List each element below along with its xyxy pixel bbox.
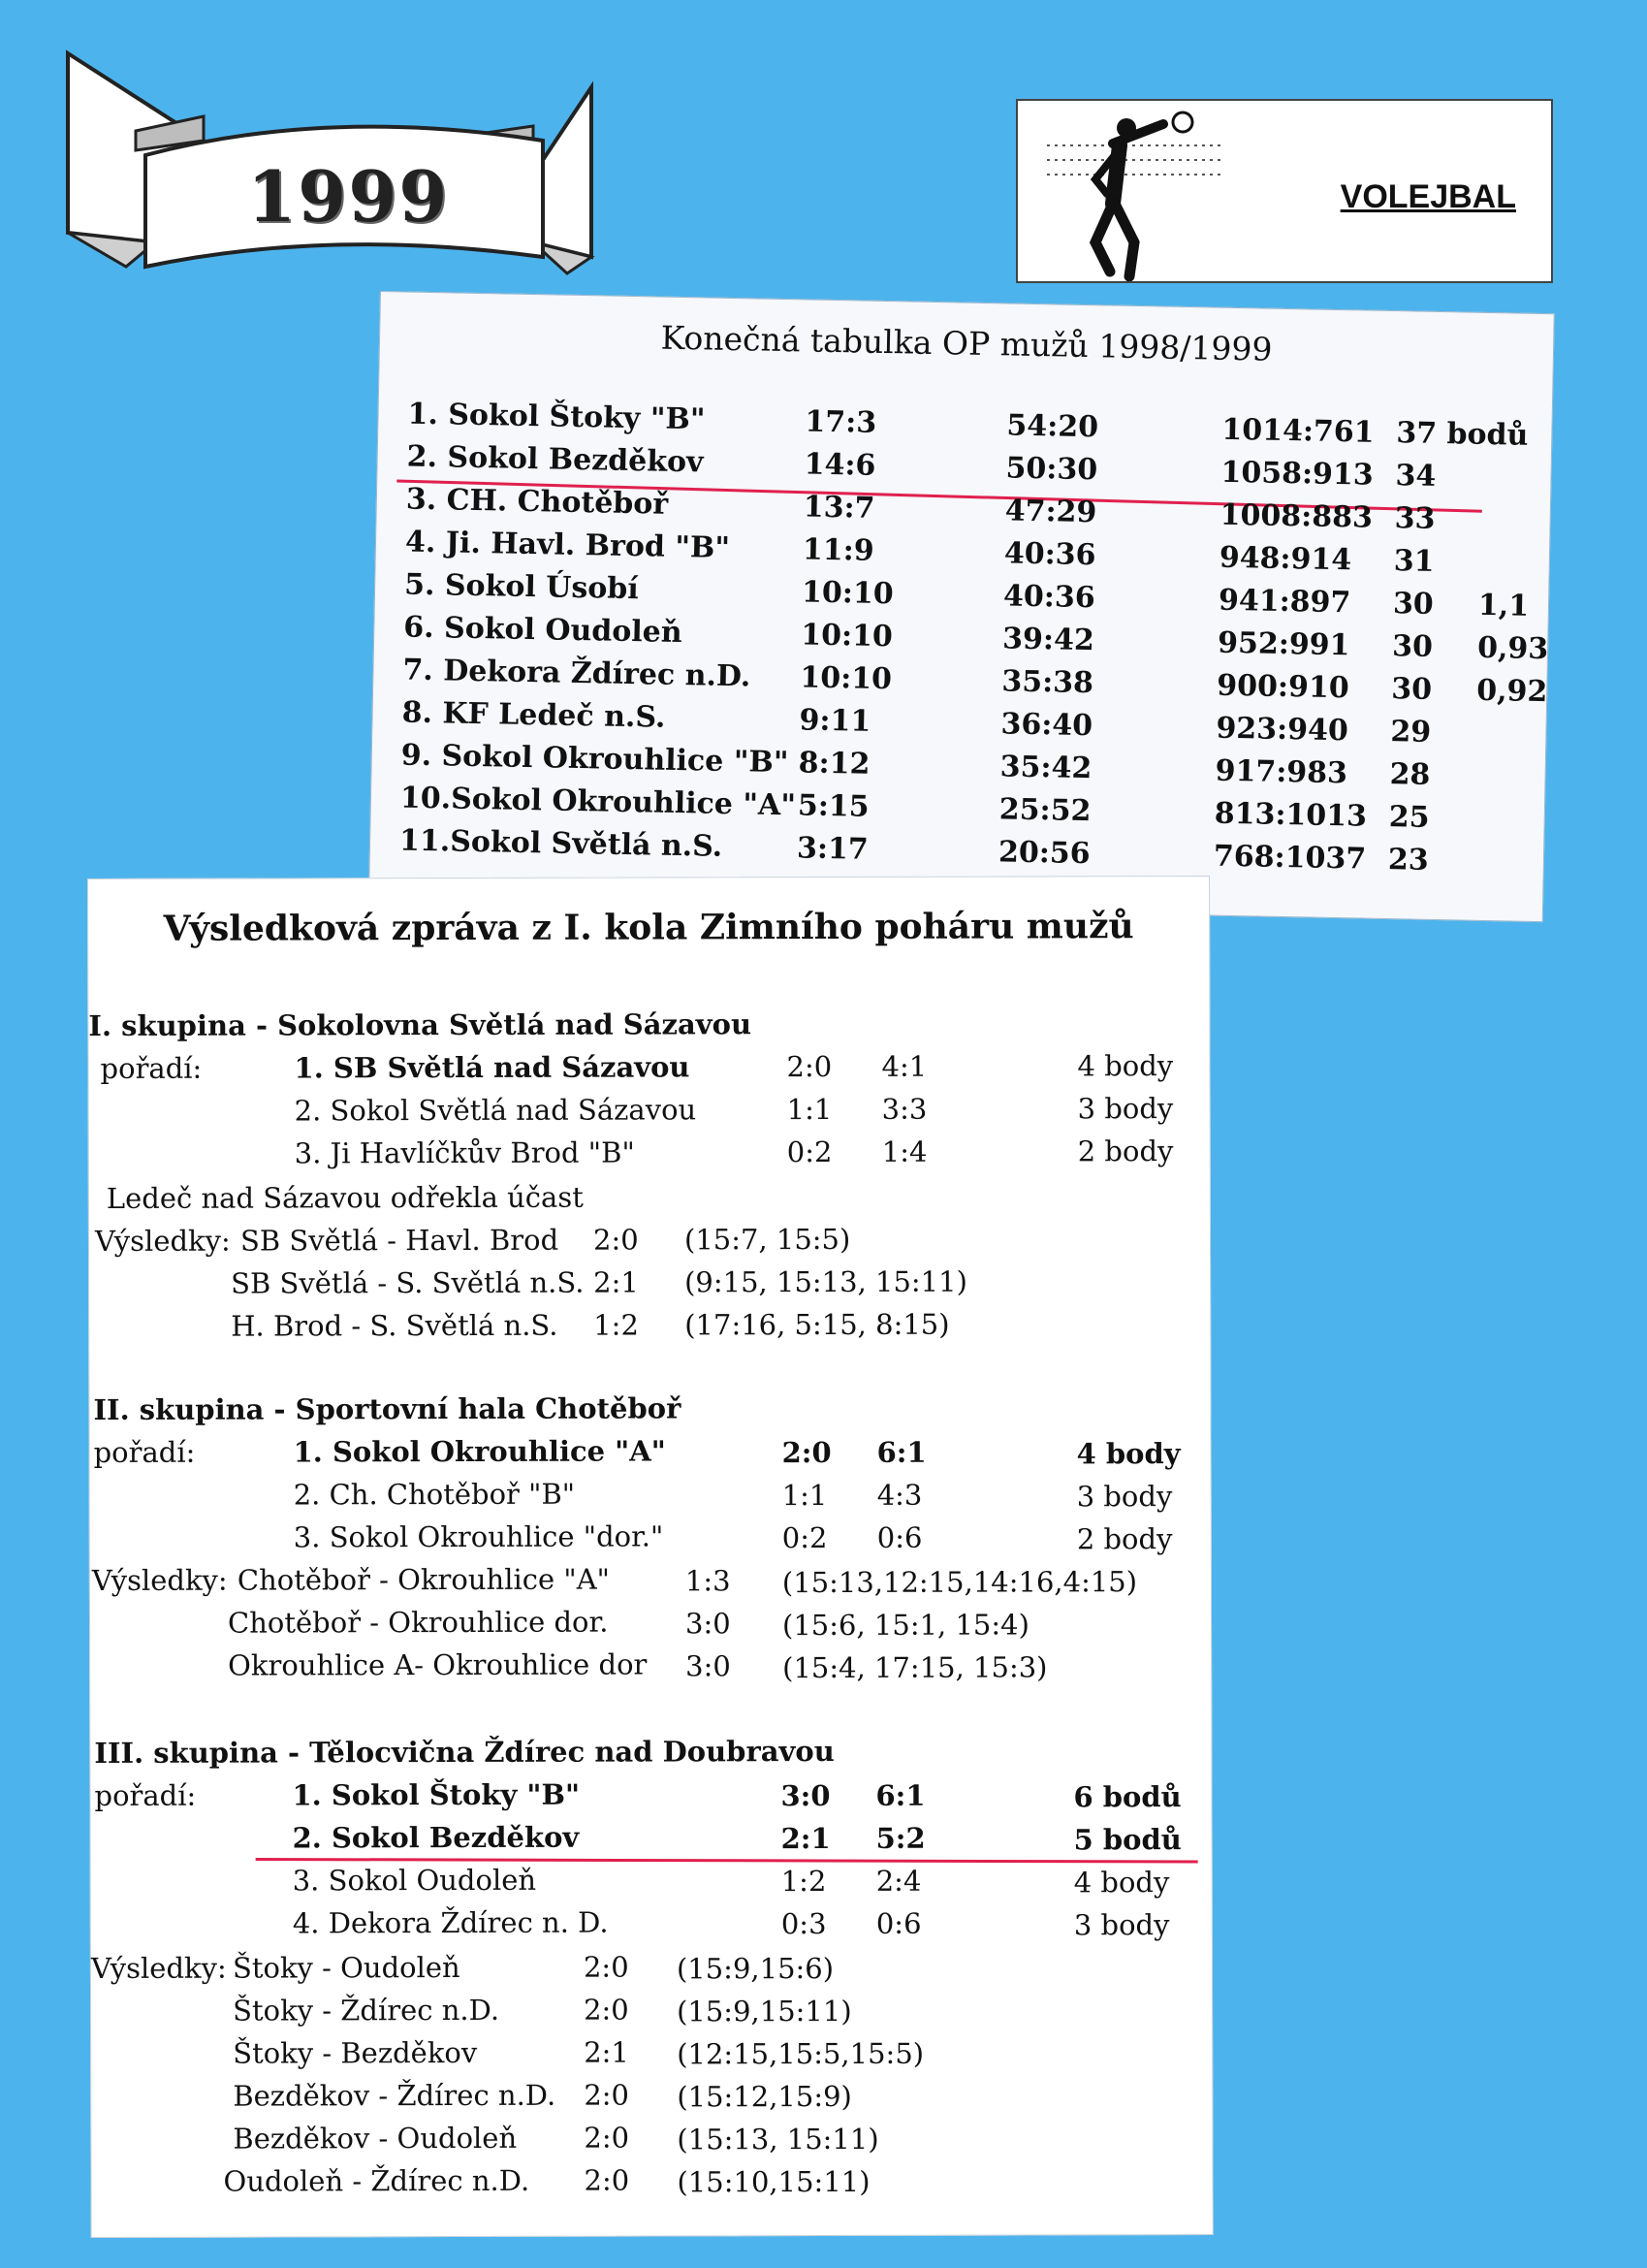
sport-label: VOLEJBAL	[1340, 178, 1516, 215]
group1-team: 2. Sokol Světlá nad Sázavou	[294, 1093, 697, 1128]
table-row: 3. CH. Chotěboř 13:7 47:29 1008:883 33	[405, 482, 1436, 536]
group1-wins: 1:1	[786, 1092, 833, 1127]
group1-set-scores: (17:16, 5:15, 8:15)	[684, 1307, 950, 1342]
group3-set-scores: (12:15,15:5,15:5)	[677, 2036, 925, 2071]
group3-score: 2:0	[583, 1950, 629, 1984]
group1-score: 2:1	[593, 1265, 639, 1299]
group1-match: SB Světlá - S. Světlá n.S.	[231, 1265, 585, 1300]
group2-sets: 6:1	[876, 1435, 927, 1469]
group3-set-scores: (15:9,15:11)	[677, 1994, 852, 2028]
standings-clipping	[368, 291, 1555, 922]
table-row: 7. Dekora Ždírec n.D. 10:10 35:38 900:910 30 0,92	[402, 653, 1548, 710]
group1-set-scores: (15:7, 15:5)	[683, 1222, 851, 1257]
group1-points: 3 body	[1077, 1092, 1174, 1126]
table-row: 5. Sokol Úsobí 10:10 40:36 941:897 30 1,1	[403, 567, 1530, 623]
group3-team: 1. Sokol Štoky "B"	[292, 1777, 581, 1812]
table-row: 2. Sokol Bezděkov 14:6 50:30 1058:913 34	[406, 439, 1437, 494]
group1-points: 2 body	[1077, 1134, 1174, 1168]
group3-match: Bezděkov - Oudoleň	[233, 2121, 518, 2156]
report-title: Výsledková zpráva z I. kola Zimního poháru mužů	[163, 906, 1134, 949]
group3-points: 5 bodů	[1073, 1823, 1182, 1857]
group3-match: Štoky - Oudoleň	[232, 1950, 460, 1985]
group1-score: 2:0	[592, 1223, 639, 1257]
group3-score: 2:0	[584, 2163, 630, 2197]
group3-score: 2:1	[584, 2035, 629, 2069]
group2-team: 1. Sokol Okrouhlice "A"	[293, 1434, 666, 1469]
group2-match: Okrouhlice A- Okrouhlice dor	[228, 1647, 648, 1682]
group2-team: 2. Ch. Chotěboř "B"	[293, 1477, 576, 1512]
group3-wins: 0:3	[780, 1907, 827, 1941]
table-row: 6. Sokol Oudoleň 10:10 39:42 952:991 30 0,93	[403, 610, 1549, 667]
group3-set-scores: (15:12,15:9)	[677, 2079, 852, 2114]
volleyball-player-icon	[1037, 107, 1231, 281]
standings-title: Konečná tabulka OP mužů 1998/1999	[660, 318, 1273, 368]
group1-sets: 4:1	[881, 1049, 928, 1083]
group2-match: Chotěboř - Okrouhlice dor.	[227, 1605, 609, 1640]
group2-score: 3:0	[685, 1649, 731, 1683]
group1-set-scores: (9:15, 15:13, 15:11)	[684, 1264, 967, 1299]
group2-set-scores: (15:4, 17:15, 15:3)	[782, 1650, 1048, 1685]
table-row: 8. KF Ledeč n.S. 9:11 36:40 923:940 29	[401, 695, 1432, 750]
group3-points: 6 bodů	[1073, 1780, 1182, 1814]
group3-match: Bezděkov - Ždírec n.D.	[233, 2078, 556, 2113]
group3-points: 3 body	[1073, 1908, 1170, 1942]
table-row: 10.Sokol Okrouhlice "A" 5:15 25:52 813:1013 25	[399, 781, 1430, 835]
group3-wins: 1:2	[780, 1865, 827, 1899]
group2-team: 3. Sokol Okrouhlice "dor."	[293, 1519, 664, 1554]
group1-note: Ledeč nad Sázavou odřekla účast	[106, 1180, 584, 1215]
group2-points: 2 body	[1076, 1522, 1173, 1556]
group3-score: 2:0	[584, 2078, 630, 2112]
group3-heading: III. skupina - Tělocvična Ždírec nad Doubravou	[94, 1734, 835, 1770]
group2-wins: 2:0	[781, 1435, 832, 1470]
group1-results-label: Výsledky:	[94, 1224, 231, 1258]
group3-set-scores: (15:13, 15:11)	[677, 2122, 879, 2156]
group3-set-scores: (15:10,15:11)	[677, 2164, 871, 2199]
year-title: 1999	[247, 155, 450, 238]
sport-box	[1016, 99, 1553, 283]
group1-team: 1. SB Světlá nad Sázavou	[294, 1050, 690, 1085]
highlight-underline	[256, 1858, 1198, 1864]
group3-team: 3. Sokol Oudoleň	[292, 1863, 537, 1898]
group1-match: SB Světlá - Havl. Brod	[239, 1223, 559, 1258]
group2-wins: 1:1	[781, 1479, 828, 1513]
group3-results-label: Výsledky:	[90, 1951, 227, 1985]
group1-wins: 2:0	[786, 1049, 833, 1084]
group2-poradi-label: pořadí:	[93, 1435, 196, 1469]
group3-score: 2:0	[584, 1993, 629, 2027]
group1-wins: 0:2	[786, 1134, 833, 1169]
group2-results-label: Výsledky:	[91, 1563, 228, 1597]
group3-sets: 0:6	[875, 1906, 922, 1940]
group2-score: 3:0	[684, 1607, 731, 1641]
group3-wins: 2:1	[780, 1821, 831, 1856]
group2-points: 4 body	[1076, 1437, 1181, 1471]
group3-sets: 5:2	[875, 1821, 926, 1855]
group2-match: Chotěboř - Okrouhlice "A"	[237, 1562, 611, 1597]
report-clipping	[87, 876, 1214, 2238]
group2-wins: 0:2	[781, 1521, 828, 1555]
group3-points: 4 body	[1073, 1866, 1170, 1900]
group3-score: 2:0	[584, 2121, 630, 2155]
group2-set-scores: (15:13,12:15,14:16,4:15)	[781, 1565, 1138, 1600]
table-row: 1. Sokol Štoky "B" 17:3 54:20 1014:761 37 bodů	[407, 397, 1529, 453]
group1-points: 4 body	[1077, 1049, 1174, 1083]
group3-team: 4. Dekora Ždírec n. D.	[292, 1905, 609, 1940]
group2-score: 1:3	[684, 1564, 731, 1598]
group1-team: 3. Ji Havlíčkův Brod "B"	[294, 1135, 635, 1170]
group3-sets: 6:1	[875, 1778, 926, 1812]
group3-match: Oudoleň - Ždírec n.D.	[223, 2163, 530, 2198]
group2-set-scores: (15:6, 15:1, 15:4)	[781, 1608, 1029, 1643]
group1-sets: 3:3	[881, 1092, 928, 1126]
group3-sets: 2:4	[875, 1864, 922, 1898]
group3-team: 2. Sokol Bezděkov	[292, 1820, 580, 1855]
group2-heading: II. skupina - Sportovní hala Chotěboř	[93, 1391, 681, 1426]
group1-heading: I. skupina - Sokolovna Světlá nad Sázavou	[88, 1007, 752, 1042]
table-row: 4. Ji. Havl. Brod "B" 11:9 40:36 948:914 31	[404, 525, 1435, 579]
group2-sets: 0:6	[876, 1520, 923, 1554]
group3-poradi-label: pořadí:	[94, 1778, 197, 1812]
group2-points: 3 body	[1076, 1480, 1173, 1514]
group2-sets: 4:3	[876, 1478, 923, 1512]
group1-score: 1:2	[593, 1308, 639, 1342]
table-row: 11.Sokol Světlá n.S. 3:17 20:56 768:1037 23	[398, 823, 1430, 878]
group3-set-scores: (15:9,15:6)	[676, 1951, 835, 1986]
group1-match: H. Brod - S. Světlá n.S.	[231, 1308, 558, 1343]
group3-wins: 3:0	[780, 1778, 831, 1813]
group1-sets: 1:4	[881, 1134, 928, 1168]
group3-match: Štoky - Ždírec n.D.	[233, 1993, 500, 2028]
group3-match: Štoky - Bezděkov	[233, 2035, 478, 2070]
table-row: 9. Sokol Okrouhlice "B" 8:12 35:42 917:983 28	[400, 738, 1431, 792]
group1-poradi-label: pořadí:	[100, 1051, 203, 1085]
